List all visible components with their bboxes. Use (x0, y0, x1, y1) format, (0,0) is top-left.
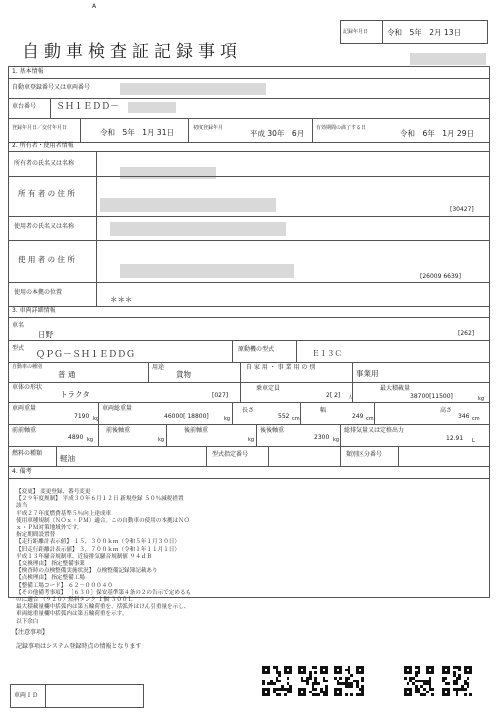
vehicle-kind-label: 自動車の種別 (12, 364, 43, 370)
user-address-code: [26009 6639] (420, 273, 461, 280)
height-value: 346 (458, 413, 470, 420)
vehicle-weight-unit: kg (93, 416, 100, 422)
gross-weight-value: 46000[ 18800] (164, 413, 209, 420)
remarks-line: 使用車種規制（ＮＯｘ・ＰＭ）適合。この自動車の使用の本拠はＮＯ (16, 517, 190, 524)
rear-rear-axle-label: 後後軸重 (260, 427, 285, 434)
designation-number-label: 型式指定番号 (212, 451, 249, 458)
width-label: 幅 (320, 407, 327, 414)
remarks-line: 【整備工場コード】 ６２－０００４０ (16, 582, 113, 589)
width-unit: cm (366, 416, 374, 422)
capacity-label: 乗車定員 (256, 385, 281, 392)
max-load-label: 最大積載量 (380, 385, 411, 392)
rear-front-axle-label: 後前軸重 (184, 427, 209, 434)
redacted-user-name (110, 222, 286, 236)
first-registration-value: 令和 5年 1月 31日 (100, 128, 174, 137)
remarks-line: 車両総重量欄中括弧内は第五輪荷重を示す。 (16, 611, 128, 618)
section3-heading: 3. 車両詳細情報 (12, 307, 56, 314)
owner-address-label: 所 有 者 の 住 所 (18, 189, 75, 198)
first-year-label: 初度登録年月 (193, 125, 224, 131)
remarks-line: 該当 (16, 503, 28, 510)
qr-code-3 (334, 666, 364, 696)
redacted-owner-name (120, 167, 216, 179)
expiry-value: 令和 6年 1月 29日 (400, 129, 474, 138)
user-name-label: 使用者の氏名又は名称 (14, 223, 75, 230)
header-mark: A (92, 3, 97, 10)
fuel-type-value: 軽油 (60, 454, 75, 463)
section4-heading: 4. 備考 (12, 468, 32, 475)
redacted-registration (120, 83, 266, 95)
section1-heading: 1. 基本情報 (12, 68, 44, 75)
engine-model-label: 原動機の型式 (238, 346, 275, 353)
length-value: 552 (278, 413, 290, 420)
body-shape-value: トラクタ (60, 390, 90, 399)
issue-date-value: 令和 5年 2月 13日 (387, 28, 461, 37)
notes-text: 記録事項はシステム登録時点の情報となります (16, 643, 142, 650)
fuel-type-label: 燃料の種類 (12, 450, 43, 457)
registration-number-label: 自動車登録番号又は車両番号 (12, 84, 91, 91)
front-front-axle-unit: kg (87, 437, 94, 443)
issue-date-label: 記録年月日 (343, 29, 369, 35)
qr-code-4 (404, 666, 434, 696)
displacement-value: 12.91 (446, 435, 464, 442)
remarks-text (16, 489, 316, 626)
remarks-line: 指定期間設置替 (16, 532, 56, 539)
first-registration-label: 登録年月日／交付年月日 (12, 125, 68, 131)
engine-model-value: Ｅ１３Ｃ (312, 349, 342, 358)
height-unit: cm (472, 416, 480, 422)
vehicle-id-label: 車両ＩＤ (14, 692, 39, 699)
max-load-unit: kg (478, 396, 485, 402)
remarks-line: 【旧走行距離計表示値】 ３，７００ｋｍ（令和１年１１月１日） (16, 546, 180, 553)
remarks-line: 【２９年度规制】 平成３０年６月１２日 新規登録 ５０％減税措置 (16, 496, 184, 503)
remarks-line: 平成２７年度燃費基準５％向上達成車 (16, 510, 112, 517)
model-label: 型式 (12, 345, 25, 352)
rear-rear-axle-unit: kg (333, 437, 340, 443)
make-code: [262] (458, 330, 475, 337)
owner-address-code: [30427] (450, 206, 474, 213)
base-location-label: 使用の本拠の位置 (14, 289, 63, 296)
make-label: 車名 (12, 322, 25, 329)
remarks-line: 【検査時の点検整備実施状況】 点検整備記録簿記載あり (16, 568, 158, 575)
model-value: ＱＰＧ－ＳＨ１ＥＤＤＧ (36, 350, 136, 360)
capacity-value: 2[ 2] (326, 392, 341, 399)
front-front-axle-value: 4890 (68, 434, 84, 441)
remarks-line: のに適合 （９２０）燃料タンク １個 ３００Ｌ (16, 597, 134, 604)
front-rear-axle-unit: kg (158, 437, 165, 443)
remarks-line: 【点検理由】 指定整備工場 (16, 575, 85, 582)
chassis-number-label: 車台番号 (12, 103, 37, 110)
remarks-line: 【その他備考事項】 ［６３０］保安基準第４条の２の告示で定めるも (16, 589, 192, 596)
redacted-header (410, 53, 486, 65)
body-shape-label: 車体の形状 (12, 384, 43, 391)
owner-name-label: 所有者の氏名又は名称 (14, 160, 75, 167)
remarks-line: 【走行距離計表示値】 １５，３００ｋｍ（令和５年１月３０日） (16, 539, 180, 546)
remarks-line: 平成１３年騒音規制車、近接排気騒音規制値 ９４ｄＢ (16, 553, 153, 560)
purpose-value: 事業用 (356, 369, 379, 378)
displacement-unit: L (472, 438, 475, 444)
chassis-number-value: ＳＨ１ＥＤＤ－ (56, 102, 120, 112)
use-label: 用途 (152, 364, 165, 371)
vehicle-weight-value: 7190 (74, 413, 90, 420)
remarks-line: 【変更】 変更登録、番号変更 (16, 489, 91, 495)
make-value: 日野 (38, 330, 53, 339)
base-location-value: ＊＊＊ (110, 295, 133, 304)
remarks-line: ｘ・ＰＭ対策地域外です。 (16, 525, 83, 532)
front-rear-axle-label: 前後軸重 (106, 427, 131, 434)
document-title: 自動車検査証記録事項 (22, 42, 242, 62)
vehicle-weight-label: 車両重量 (12, 405, 37, 412)
category-number-label: 類別区分番号 (346, 451, 383, 458)
user-address-label: 使 用 者 の 住 所 (18, 255, 75, 264)
qr-code-5 (442, 666, 472, 696)
remarks-line: 以下余白 (16, 618, 39, 625)
front-front-axle-label: 前前軸重 (12, 427, 37, 434)
displacement-label: 総排気量又は定格出力 (344, 427, 405, 434)
expiry-label: 有効期間の満了する日 (316, 125, 367, 131)
gross-weight-unit: kg (224, 416, 231, 422)
redacted-chassis (128, 102, 176, 113)
redacted-user-address (120, 264, 294, 278)
remarks-line: 【交換理由】 指定整備事業 (16, 561, 85, 568)
max-load-value: 38700[11500] (410, 393, 453, 400)
gross-weight-label: 車両総重量 (102, 405, 133, 412)
section2-heading: 2. 所有者・使用者情報 (12, 142, 74, 149)
height-label: 高さ (440, 407, 453, 414)
remarks-line: 最大積載量欄中括弧内は第五輪荷重を、括弧外はけん引重量を示し、 (16, 604, 190, 611)
notes-heading: 【注意事項】 (12, 629, 49, 636)
vehicle-kind-value: 普 通 (58, 370, 76, 379)
rear-rear-axle-value: 2300 (314, 434, 330, 441)
issue-date-box (340, 20, 488, 44)
length-label: 長さ (242, 407, 255, 414)
length-unit: cm (292, 416, 300, 422)
qr-code-2 (298, 666, 328, 696)
use-value: 貨物 (176, 370, 191, 379)
width-value: 249 (352, 413, 364, 420)
rear-front-axle-unit: kg (248, 437, 255, 443)
vehicle-id-box (10, 684, 144, 708)
first-year-value: 平成 30年 6月 (250, 129, 305, 138)
body-shape-code: [027] (212, 392, 229, 399)
capacity-unit: 人 (348, 395, 354, 401)
purpose-label: 自 家 用 ・ 事 業 用 の 別 (246, 364, 316, 371)
qr-code-1 (262, 666, 292, 696)
redacted-owner-address (100, 198, 276, 212)
